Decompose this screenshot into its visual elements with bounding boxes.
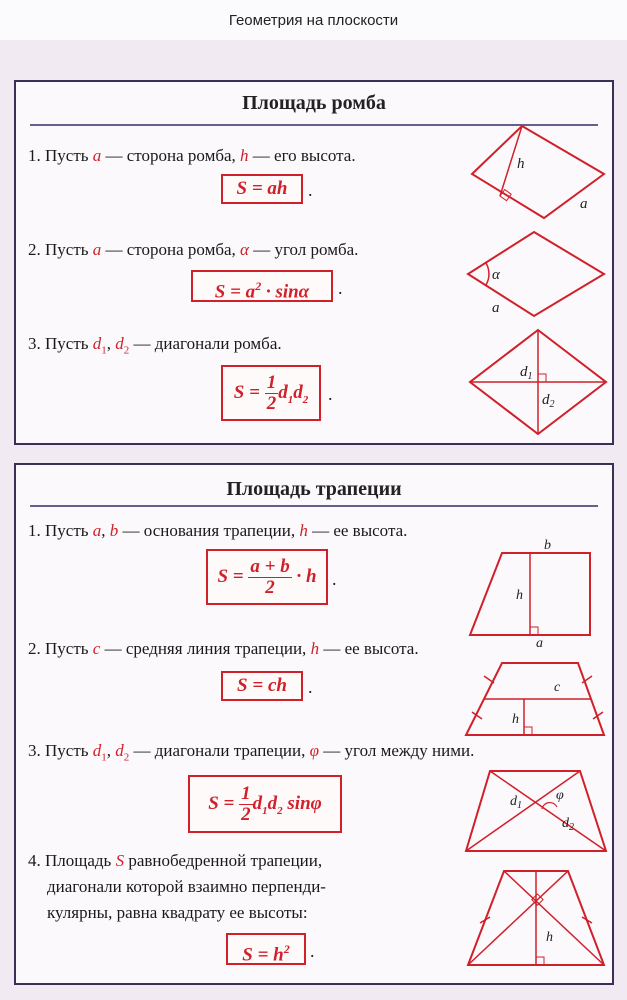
label-d2: $d_2$: [542, 392, 555, 410]
rhombus-angle-diagram: [464, 228, 612, 320]
label-a: a: [580, 196, 588, 212]
label-h: h: [517, 156, 525, 172]
label-h: h: [546, 930, 553, 945]
page-title: Геометрия на плоскости: [228, 12, 399, 29]
label-d1: $d_1$: [520, 364, 533, 382]
trapezoid-bases-diagram: [462, 535, 610, 647]
rhombus-item-3: 3. Пусть $d_1$, $d_2$ — диагонали ромба.: [28, 334, 282, 357]
label-h: h: [516, 588, 523, 603]
trapezoid-item-4-line-3: кулярны, равна квадрату ее высоты:: [47, 903, 308, 922]
trapezoid-midline-diagram: [462, 659, 610, 741]
formula-rhombus-side-height: S = ah: [221, 174, 303, 204]
formula-trapezoid-bases: S = $\frac{a + b}{2}$ · h: [206, 549, 328, 605]
page-header: [0, 0, 627, 40]
rhombus-area-card: Площадь ромба 1. Пусть a — сторона ромба, h — его высота. S = ah . 2. Пусть a — сторона ромба, α — угол ромба. $S = a^2 \cdot \sin\alpha$ . 3. Пусть $d_1$, $d_2$ — диагонали ромба. S = $\frac{1}{2}$ $d_1d_2$ . h a α a $d_1$ $d_2$: [14, 80, 614, 445]
rhombus-card-title: Площадь ромба: [242, 92, 386, 114]
formula-trapezoid-midline: S = ch: [221, 671, 303, 701]
trapezoid-item-4-line-2: диагонали которой взаимно перпенди-: [47, 877, 326, 896]
label-b: b: [544, 538, 551, 553]
label-a: a: [536, 636, 543, 647]
rhombus-height-diagram: [464, 122, 612, 222]
trapezoid-item-1: 1. Пусть a, b — основания трапеции, h — ее высота.: [28, 521, 408, 540]
trapezoid-card-title: Площадь трапеции: [226, 478, 402, 500]
title-divider: [30, 505, 598, 507]
label-phi: φ: [556, 788, 564, 803]
trapezoid-item-2: 2. Пусть c — средняя линия трапеции, h — ее высота.: [28, 639, 419, 658]
isosceles-trapezoid-diagram: [462, 865, 610, 973]
label-c: c: [554, 680, 561, 695]
label-d1: $d_1$: [510, 794, 522, 811]
label-a: a: [492, 300, 500, 316]
trapezoid-diagonals-diagram: [462, 763, 610, 859]
formula-trapezoid-diagonals: S = $\frac{1}{2}$ $d_1d_2$ sinφ: [188, 775, 342, 833]
rhombus-item-2: 2. Пусть a — сторона ромба, α — угол ромба.: [28, 240, 359, 259]
trapezoid-item-3: 3. Пусть $d_1$, $d_2$ — диагонали трапеции, φ — угол между ними.: [28, 741, 475, 764]
label-h: h: [512, 712, 519, 727]
formula-trapezoid-height-squared: $S = h^2$: [226, 933, 306, 965]
rhombus-diagonals-diagram: [464, 326, 612, 438]
formula-rhombus-side-angle: $S = a^2 \cdot \sin\alpha$: [191, 270, 333, 302]
label-d2: $d_2$: [562, 816, 574, 833]
trapezoid-area-card: Площадь трапеции 1. Пусть a, b — основания трапеции, h — ее высота. S = $\frac{a + b}{2}$ · h . 2. Пусть c — средняя линия трапеции, h — ее высота. S = ch . 3. Пусть $d_1$, $d_2$ — диагонали трапеции, φ — угол между ними. S = $\frac{1}{2}$ $d_1d_2$ sinφ 4. Площадь S равнобедренной трапеции, диагонали которой взаимно перпенди- кулярны, равна квадрату ее высоты: $S = h^2$ . b h a c h φ $d_1$ $d_2$ h: [14, 463, 614, 985]
trapezoid-item-4-line-1: 4. Площадь S равнобедренной трапеции,: [28, 851, 323, 870]
rhombus-item-1: 1. Пусть a — сторона ромба, h — его высота.: [28, 146, 356, 165]
label-alpha: α: [492, 267, 500, 283]
formula-rhombus-diagonals: S = $\frac{1}{2}$ $d_1d_2$: [221, 365, 321, 421]
